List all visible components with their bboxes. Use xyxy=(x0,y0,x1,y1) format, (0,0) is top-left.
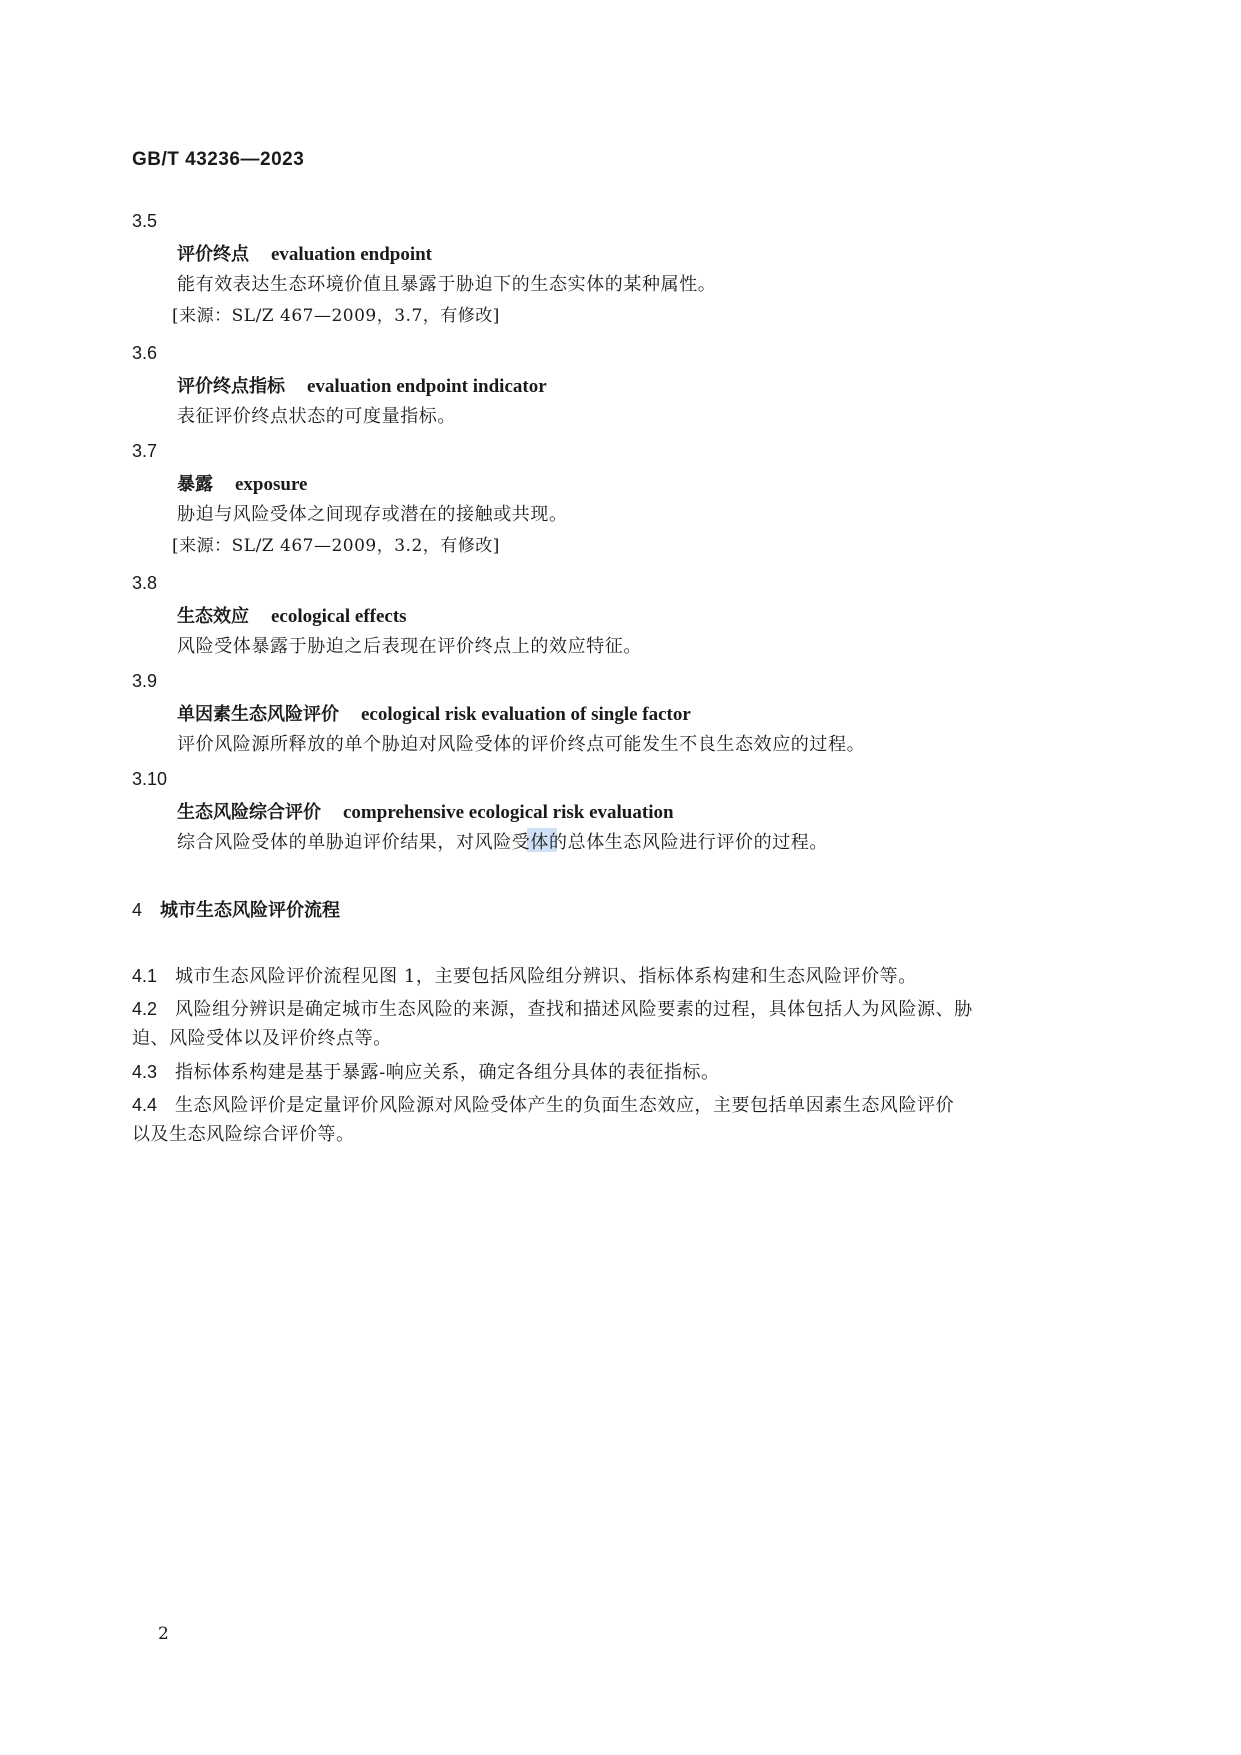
clause-number: 4.3 xyxy=(132,1062,158,1082)
term-number: 3.10 xyxy=(132,769,168,789)
term-definition: 评价风险源所释放的单个胁迫对风险受体的评价终点可能发生不良生态效应的过程。 xyxy=(177,734,866,755)
term-definition: 风险受体暴露于胁迫之后表现在评价终点上的效应特征。 xyxy=(177,636,642,657)
term-en: evaluation endpoint xyxy=(271,244,433,265)
term-title xyxy=(177,803,674,822)
term-title xyxy=(177,377,547,396)
section-number: 4 xyxy=(132,900,143,920)
term-number: 3.9 xyxy=(132,671,158,691)
term-source: [来源：SL/Z 467—2009，3.7，有修改] xyxy=(172,306,500,326)
clause-paragraph xyxy=(132,1096,954,1115)
term-title xyxy=(177,245,432,264)
clause-text-continuation: 迫、风险受体以及评价终点等。 xyxy=(132,1028,392,1049)
clause-text: 生态风险评价是定量评价风险源对风险受体产生的负面生态效应，主要包括单因素生态风险评价 xyxy=(175,1095,955,1116)
term-en: exposure xyxy=(235,474,308,495)
term-definition: 胁迫与风险受体之间现存或潜在的接触或共现。 xyxy=(177,504,568,525)
term-definition: 表征评价终点状态的可度量指标。 xyxy=(177,406,456,427)
term-zh: 单因素生态风险评价 xyxy=(177,704,339,725)
term-zh: 评价终点指标 xyxy=(177,376,285,397)
term-en: ecological risk evaluation of single factor xyxy=(361,704,691,725)
term-title xyxy=(177,607,407,626)
term-en: comprehensive ecological risk evaluation xyxy=(343,802,674,823)
term-title xyxy=(177,475,307,494)
clause-paragraph xyxy=(132,1063,720,1082)
term-definition: 能有效表达生态环境价值且暴露于胁迫下的生态实体的某种属性。 xyxy=(177,274,717,295)
term-definition: 综合风险受体的单胁迫评价结果，对风险受体的总体生态风险进行评价的过程。 xyxy=(177,832,828,853)
term-source: [来源：SL/Z 467—2009，3.2，有修改] xyxy=(172,536,500,556)
term-zh: 生态风险综合评价 xyxy=(177,802,321,823)
term-zh: 暴露 xyxy=(177,474,213,495)
clause-text: 城市生态风险评价流程见图 1，主要包括风险组分辨识、指标体系构建和生态风险评价等。 xyxy=(175,966,917,987)
clause-number: 4.1 xyxy=(132,966,158,986)
term-en: ecological effects xyxy=(271,606,407,627)
section-title: 城市生态风险评价流程 xyxy=(160,900,341,921)
clause-text: 风险组分辨识是确定城市生态风险的来源，查找和描述风险要素的过程，具体包括人为风险源、胁 xyxy=(175,999,973,1020)
term-title xyxy=(177,705,691,724)
clause-text-continuation: 以及生态风险综合评价等。 xyxy=(132,1124,355,1145)
clause-paragraph xyxy=(132,967,917,986)
clause-number: 4.4 xyxy=(132,1095,158,1115)
clause-text: 指标体系构建是基于暴露-响应关系，确定各组分具体的表征指标。 xyxy=(175,1062,720,1083)
term-zh: 评价终点 xyxy=(177,244,249,265)
section-heading xyxy=(132,901,340,920)
page-number: 2 xyxy=(158,1624,169,1644)
clause-number: 4.2 xyxy=(132,999,158,1019)
standard-code-header: GB/T 43236—2023 xyxy=(132,149,305,170)
term-number: 3.5 xyxy=(132,211,158,231)
term-number: 3.7 xyxy=(132,441,158,461)
term-zh: 生态效应 xyxy=(177,606,249,627)
clause-paragraph xyxy=(132,1000,973,1019)
term-en: evaluation endpoint indicator xyxy=(307,376,547,397)
term-number: 3.8 xyxy=(132,573,158,593)
term-number: 3.6 xyxy=(132,343,158,363)
